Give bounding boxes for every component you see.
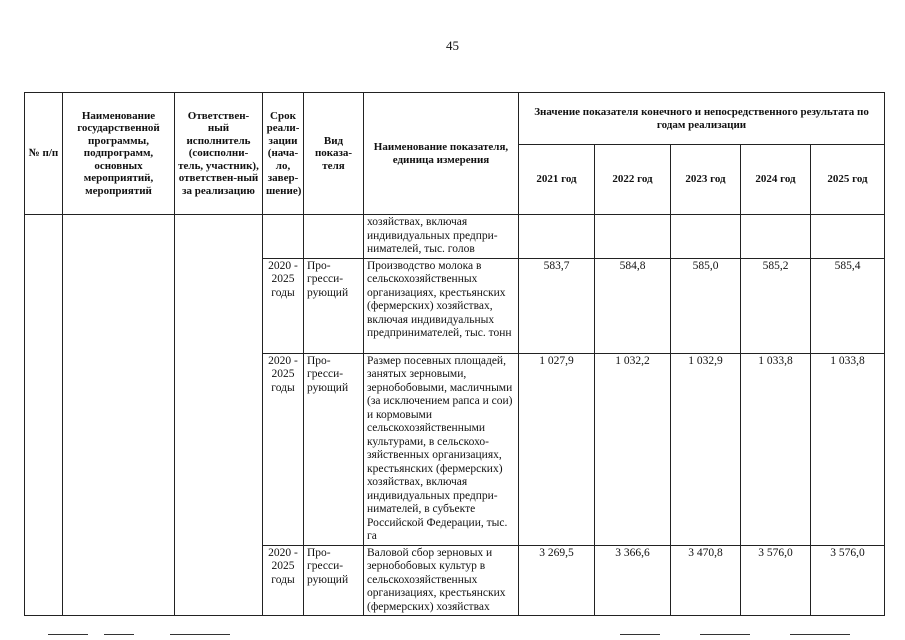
value-cell: 1 027,9 — [519, 353, 595, 545]
value-cell: 1 033,8 — [741, 353, 811, 545]
header-program: Наименование государственной программы, подпрограмм, основных мероприятий, мероприятий — [63, 93, 175, 215]
program-cell — [63, 215, 175, 616]
type-cell: Про-гресси-рующий — [304, 353, 364, 545]
header-year-2024: 2024 год — [741, 145, 811, 215]
indicator-cell: Валовой сбор зерновых и зернобобовых культур в сельскохозяйственных организациях, крестьянских (фермерских) хозяйствах — [364, 545, 519, 616]
page-bottom-rule — [620, 634, 660, 635]
header-year-2023: 2023 год — [671, 145, 741, 215]
value-cell — [519, 215, 595, 259]
header-type: Вид показа-теля — [304, 93, 364, 215]
value-cell: 585,4 — [811, 258, 885, 353]
indicator-cell: Размер посевных площадей, занятых зерновыми, зернобобовыми, масличными (за исключением рапса и сои) и кормовыми сельскохозяйственными культурами, в сельскохо-зяйственных организациях, крестьянских (фермерских) хозяйствах, включая индивидуальных предпри-нимателей, в субъекте Российской Федерации, тыс. га — [364, 353, 519, 545]
num-cell — [25, 215, 63, 616]
header-term: Срок реали-зации (нача-ло, завер-шение) — [263, 93, 304, 215]
indicator-cell: хозяйствах, включая индивидуальных предпри-нимателей, тыс. голов — [364, 215, 519, 259]
value-cell: 3 470,8 — [671, 545, 741, 616]
page-bottom-rule — [48, 634, 88, 635]
term-cell: 2020 - 2025 годы — [263, 353, 304, 545]
header-year-2021: 2021 год — [519, 145, 595, 215]
type-cell: Про-гресси-рующий — [304, 258, 364, 353]
value-cell — [811, 215, 885, 259]
term-cell: 2020 - 2025 годы — [263, 258, 304, 353]
value-cell: 3 269,5 — [519, 545, 595, 616]
header-value-group: Значение показателя конечного и непосредственного результата по годам реализации — [519, 93, 885, 145]
header-indicator: Наименование показателя, единица измерения — [364, 93, 519, 215]
term-cell — [263, 215, 304, 259]
header-executor: Ответствен-ный исполнитель (соисполни-тель, участник), ответствен-ный за реализацию — [175, 93, 263, 215]
page-bottom-rule — [104, 634, 134, 635]
header-year-2025: 2025 год — [811, 145, 885, 215]
type-cell: Про-гресси-рующий — [304, 545, 364, 616]
indicator-cell: Производство молока в сельскохозяйственных организациях, крестьянских (фермерских) хозяйствах, включая индивидуальных предпринимателей, тыс. тонн — [364, 258, 519, 353]
value-cell: 3 366,6 — [595, 545, 671, 616]
value-cell: 585,0 — [671, 258, 741, 353]
value-cell: 1 032,9 — [671, 353, 741, 545]
value-cell: 585,2 — [741, 258, 811, 353]
value-cell: 3 576,0 — [811, 545, 885, 616]
indicators-table — [24, 92, 885, 616]
type-cell — [304, 215, 364, 259]
value-cell: 1 033,8 — [811, 353, 885, 545]
header-num: № п/п — [25, 93, 63, 215]
value-cell: 584,8 — [595, 258, 671, 353]
table-row — [25, 215, 885, 259]
term-cell: 2020 - 2025 годы — [263, 545, 304, 616]
value-cell: 583,7 — [519, 258, 595, 353]
page-number: 45 — [446, 38, 459, 53]
value-cell: 1 032,2 — [595, 353, 671, 545]
page-bottom-rule — [170, 634, 230, 635]
executor-cell — [175, 215, 263, 616]
page-bottom-rule — [790, 634, 850, 635]
value-cell — [741, 215, 811, 259]
page-bottom-rule — [700, 634, 750, 635]
value-cell: 3 576,0 — [741, 545, 811, 616]
header-year-2022: 2022 год — [595, 145, 671, 215]
value-cell — [595, 215, 671, 259]
value-cell — [671, 215, 741, 259]
